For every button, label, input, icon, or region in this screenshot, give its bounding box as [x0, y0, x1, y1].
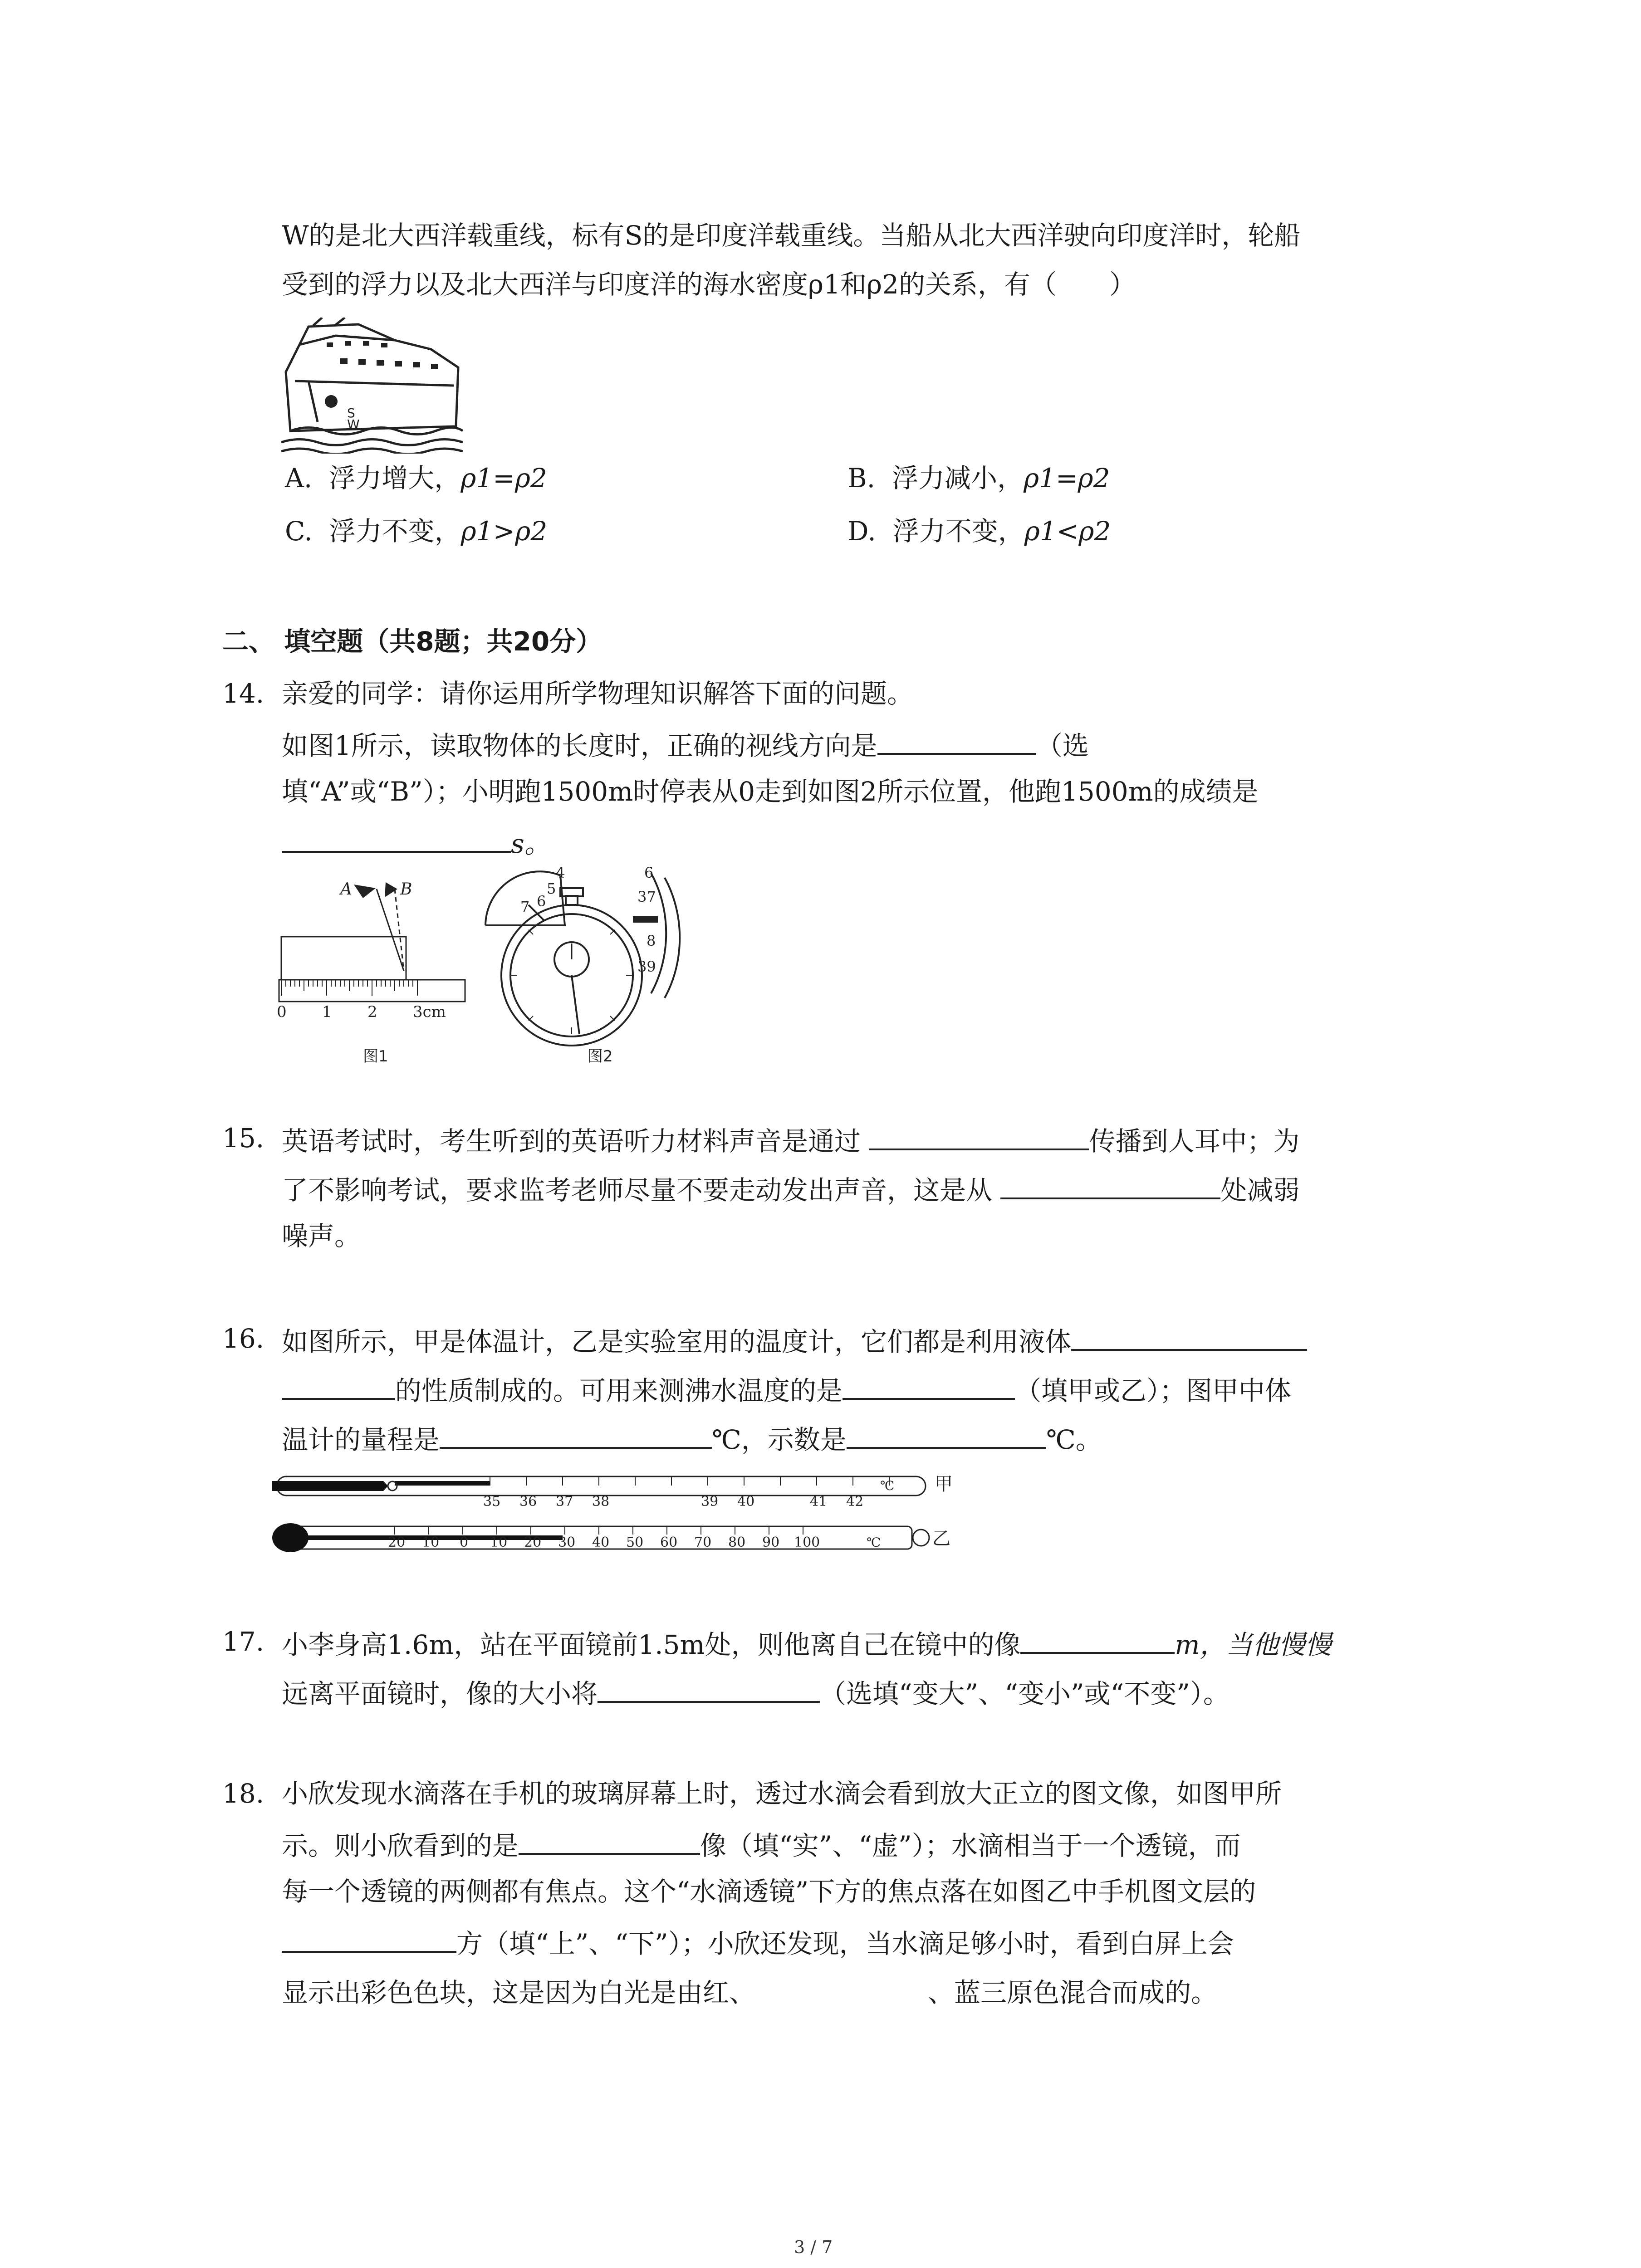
thermo-yi-tick-4: 20: [524, 1535, 542, 1550]
figure2-caption: 图2: [588, 1047, 613, 1066]
thermo-jia-tick-39: 39: [701, 1494, 719, 1510]
q17-number: 17.: [222, 1626, 265, 1657]
ruler-tick-3: 3cm: [413, 1003, 446, 1021]
q18-line2: 示。则小欣看到的是 像（填“实”、“虚”）；水滴相当于一个透镜，而: [282, 1830, 1241, 1861]
thermo-jia-tick-41: 41: [810, 1494, 828, 1510]
q16-blank-1[interactable]: [1071, 1325, 1307, 1351]
q18-blank-2[interactable]: [282, 1927, 456, 1953]
figure1-ruler: [272, 862, 472, 1070]
q15-line2: 了不影响考试，要求监考老师尽量不要走动发出声音，这是从 处减弱: [282, 1175, 1300, 1206]
thermo-yi-tick-8: 60: [660, 1535, 678, 1550]
figure1-caption: 图1: [363, 1047, 388, 1066]
q15-blank-2[interactable]: [1000, 1174, 1220, 1199]
q16-blank-2[interactable]: [843, 1374, 1015, 1400]
thermo-yi-unit: ℃: [867, 1535, 881, 1550]
q13-option-d: D. 浮力不变，ρ1<ρ2: [847, 516, 1111, 547]
thermo-yi-label: 乙: [932, 1528, 950, 1549]
thermo-yi-tick-0: 20: [388, 1535, 406, 1550]
section-title: 二、 填空题（共8题；共20分）: [222, 626, 603, 657]
dial-label-7: 7: [520, 898, 530, 915]
thermo-yi-tick-3: 10: [490, 1535, 508, 1550]
thermometer-jia: [272, 1474, 953, 1510]
ruler-tick-0: 0: [277, 1003, 287, 1021]
q16-number: 16.: [222, 1323, 265, 1354]
q15-blank-1[interactable]: [869, 1125, 1089, 1150]
thermo-jia-tick-40: 40: [737, 1494, 755, 1510]
scale-label-6: 6: [644, 864, 654, 881]
q15-line3: 噪声。: [282, 1221, 361, 1251]
thermometer-yi: [272, 1523, 950, 1552]
q14-blank-1[interactable]: [877, 729, 1036, 755]
q16-line2: 的性质制成的。可用来测沸水温度的是 （填甲或乙）；图甲中体: [282, 1374, 1291, 1404]
view-direction-b: B: [400, 880, 412, 899]
scale-label-8: 8: [647, 932, 656, 949]
thermo-jia-tick-42: 42: [846, 1494, 864, 1510]
q14-line3: 填“A”或“B”）；小明跑1500m时停表从0走到如图2所示位置，他跑1500m的成绩是: [282, 776, 1259, 807]
q18-number: 18.: [222, 1778, 265, 1809]
dial-label-6: 6: [537, 893, 546, 910]
thermo-yi-tick-10: 80: [728, 1535, 746, 1550]
dial-label-4: 4: [556, 864, 565, 881]
q16-blank-1-cont[interactable]: [282, 1374, 395, 1400]
q17-line1: 小李身高1.6m，站在平面镜前1.5m处，则他离自己在镜中的像 m，当他慢慢: [282, 1629, 1332, 1660]
q15-number: 15.: [222, 1123, 265, 1154]
q14-line2: 如图1所示，读取物体的长度时，正确的视线方向是 （选: [282, 730, 1089, 761]
thermo-jia-label: 甲: [935, 1474, 953, 1495]
q17-blank-2[interactable]: [598, 1677, 820, 1703]
thermo-jia-tick-35: 35: [483, 1494, 501, 1510]
page-number: 3 / 7: [794, 2237, 833, 2257]
thermo-yi-tick-7: 50: [626, 1535, 644, 1550]
q18-line5: 显示出彩色色块，这是因为白光是由红、 、蓝三原色混合而成的。: [282, 1977, 1218, 2008]
q13-line1: W的是北大西洋载重线，标有S的是印度洋载重线。当船从北大西洋驶向印度洋时，轮船: [282, 220, 1301, 251]
q14-line4: s。: [282, 827, 551, 857]
q14-number: 14.: [222, 678, 265, 709]
thermo-yi-tick-11: 90: [762, 1535, 780, 1550]
ship-mark-s: S: [347, 406, 355, 420]
scale-label-39: 39: [637, 958, 656, 975]
q14-line1: 亲爱的同学：请你运用所学物理知识解答下面的问题。: [282, 678, 914, 709]
thermo-jia-tick-37: 37: [556, 1494, 573, 1510]
thermometers-figure: [272, 1463, 980, 1572]
q18-line4: 方（填“上”、“下”）；小欣还发现，当水滴足够小时，看到白屏上会: [282, 1927, 1234, 1957]
q13-option-a: A. 浮力增大，ρ1=ρ2: [285, 463, 547, 494]
q16-blank-3[interactable]: [440, 1423, 712, 1449]
thermo-yi-tick-12: 100: [794, 1535, 820, 1550]
q16-line3: 温计的量程是 ℃，示数是 ℃。: [282, 1424, 1102, 1455]
q17-line2: 远离平面镜时，像的大小将 （选填“变大”、“变小”或“不变”）。: [282, 1678, 1230, 1709]
q13-line2: 受到的浮力以及北大西洋与印度洋的海水密度ρ1和ρ2的关系，有（ ）: [282, 269, 1136, 300]
ship-mark-w: W: [347, 417, 360, 432]
q13-option-c: C. 浮力不变，ρ1>ρ2: [285, 516, 548, 547]
q18-line1: 小欣发现水滴落在手机的玻璃屏幕上时，透过水滴会看到放大正立的图文像，如图甲所: [282, 1778, 1282, 1809]
thermo-yi-tick-9: 70: [694, 1535, 712, 1550]
ruler-tick-1: 1: [322, 1003, 332, 1021]
scale-label-37: 37: [637, 888, 656, 905]
q16-line1: 如图所示，甲是体温计，乙是实验室用的温度计，它们都是利用液体: [282, 1325, 1307, 1355]
q18-line3: 每一个透镜的两侧都有焦点。这个“水滴透镜”下方的焦点落在如图乙中手机图文层的: [282, 1876, 1256, 1907]
q18-blank-1[interactable]: [519, 1829, 700, 1855]
q14-blank-2[interactable]: [282, 827, 511, 853]
thermo-jia-tick-36: 36: [519, 1494, 537, 1510]
q13-option-b: B. 浮力减小，ρ1=ρ2: [847, 463, 1110, 494]
view-direction-a: A: [340, 880, 352, 899]
q15-line1: 英语考试时，考生听到的英语听力材料声音是通过 传播到人耳中；为: [282, 1126, 1300, 1157]
figure2-stopwatch: [479, 853, 715, 1070]
thermo-yi-tick-1: 10: [422, 1535, 440, 1550]
dial-label-5: 5: [547, 880, 556, 897]
ship-illustration: [281, 318, 463, 454]
q18-blank-3[interactable]: [755, 1976, 928, 2002]
q16-blank-4[interactable]: [847, 1423, 1046, 1449]
thermo-jia-unit: ℃: [880, 1478, 895, 1493]
ruler-tick-2: 2: [367, 1003, 377, 1021]
thermo-jia-tick-38: 38: [592, 1494, 610, 1510]
thermo-yi-tick-2: 0: [460, 1535, 469, 1550]
thermo-yi-tick-6: 40: [592, 1535, 610, 1550]
thermo-yi-tick-5: 30: [558, 1535, 576, 1550]
q17-blank-1[interactable]: [1020, 1628, 1175, 1654]
